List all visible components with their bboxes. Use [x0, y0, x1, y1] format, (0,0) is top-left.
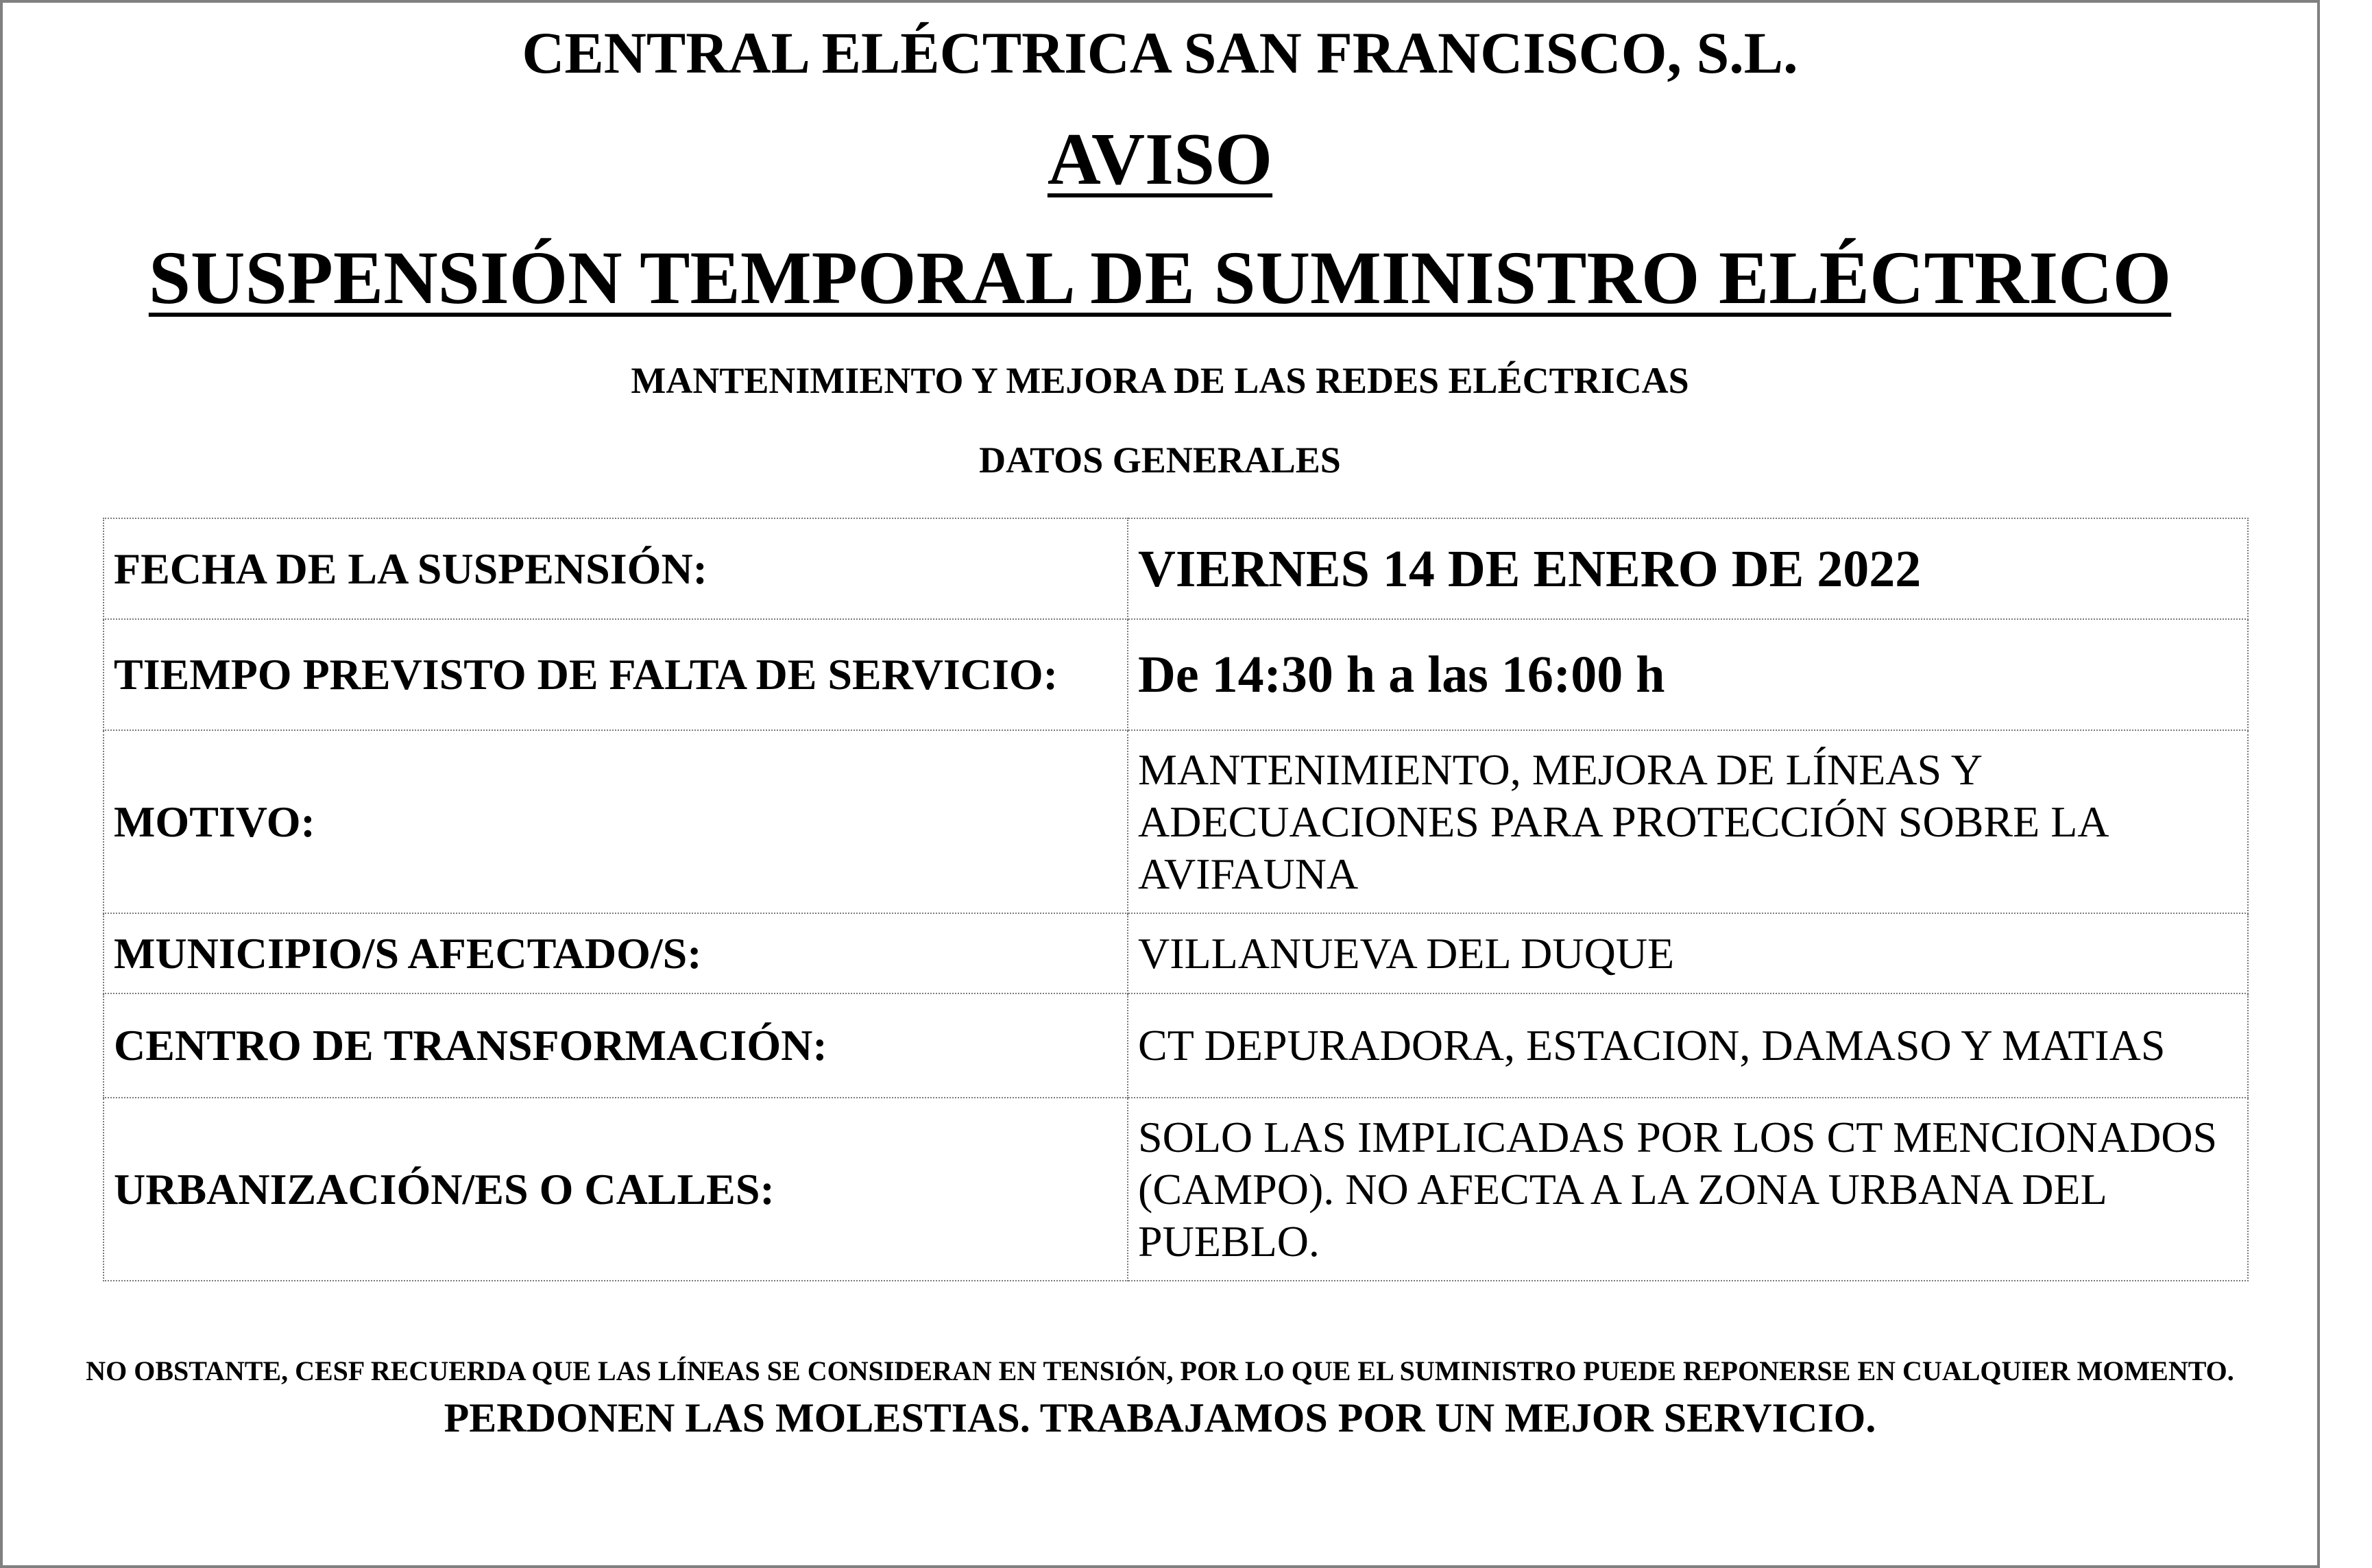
company-name: CENTRAL ELÉCTRICA SAN FRANCISCO, S.L. [522, 20, 1798, 86]
table-row-date [104, 518, 2248, 619]
reason-label: MOTIVO: [104, 730, 1128, 913]
closing-line: PERDONEN LAS MOLESTIAS. TRABAJAMOS POR UN MEJOR SERVICIO. [444, 1395, 1876, 1440]
date-label: FECHA DE LA SUSPENSIÓN: [104, 518, 1128, 619]
notice-title-text: AVISO [1047, 119, 1273, 200]
municipality-value: VILLANUEVA DEL DUQUE [1128, 913, 2248, 993]
notice-headline [0, 233, 2320, 322]
notice-title [0, 115, 2320, 204]
section-title: DATOS GENERALES [979, 439, 1341, 481]
notice-subtitle: MANTENIMIENTO Y MEJORA DE LAS REDES ELÉCTRICAS [631, 360, 1689, 401]
table-row-time [104, 619, 2248, 730]
table-row-municipality [104, 913, 2248, 993]
table-row-reason [104, 730, 2248, 913]
table-row-transformer [104, 993, 2248, 1098]
time-label: TIEMPO PREVISTO DE FALTA DE SERVICIO: [104, 619, 1128, 730]
footer-note: NO OBSTANTE, CESF RECUERDA QUE LAS LÍNEAS SE CONSIDERAN EN TENSIÓN, POR LO QUE EL SUMINISTRO PUEDE REPONERSE EN CUALQUIER MOMENTO. [86, 1355, 2234, 1386]
transformer-value: CT DEPURADORA, ESTACION, DAMASO Y MATIAS [1128, 993, 2248, 1098]
general-data-table [103, 518, 2249, 1281]
date-value: VIERNES 14 DE ENERO DE 2022 [1128, 518, 2248, 619]
municipality-label: MUNICIPIO/S AFECTADO/S: [104, 913, 1128, 993]
notice-headline-text: SUSPENSIÓN TEMPORAL DE SUMINISTRO ELÉCTRICO [148, 236, 2172, 319]
streets-value: SOLO LAS IMPLICADAS POR LOS CT MENCIONADOS (CAMPO). NO AFECTA A LA ZONA URBANA DEL PUEBLO. [1128, 1098, 2248, 1281]
reason-value: MANTENIMIENTO, MEJORA DE LÍNEAS Y ADECUACIONES PARA PROTECCIÓN SOBRE LA AVIFAUNA [1128, 730, 2248, 913]
table-row-streets [104, 1098, 2248, 1281]
streets-label: URBANIZACIÓN/ES O CALLES: [104, 1098, 1128, 1281]
time-value: De 14:30 h a las 16:00 h [1128, 619, 2248, 730]
transformer-label: CENTRO DE TRANSFORMACIÓN: [104, 993, 1128, 1098]
